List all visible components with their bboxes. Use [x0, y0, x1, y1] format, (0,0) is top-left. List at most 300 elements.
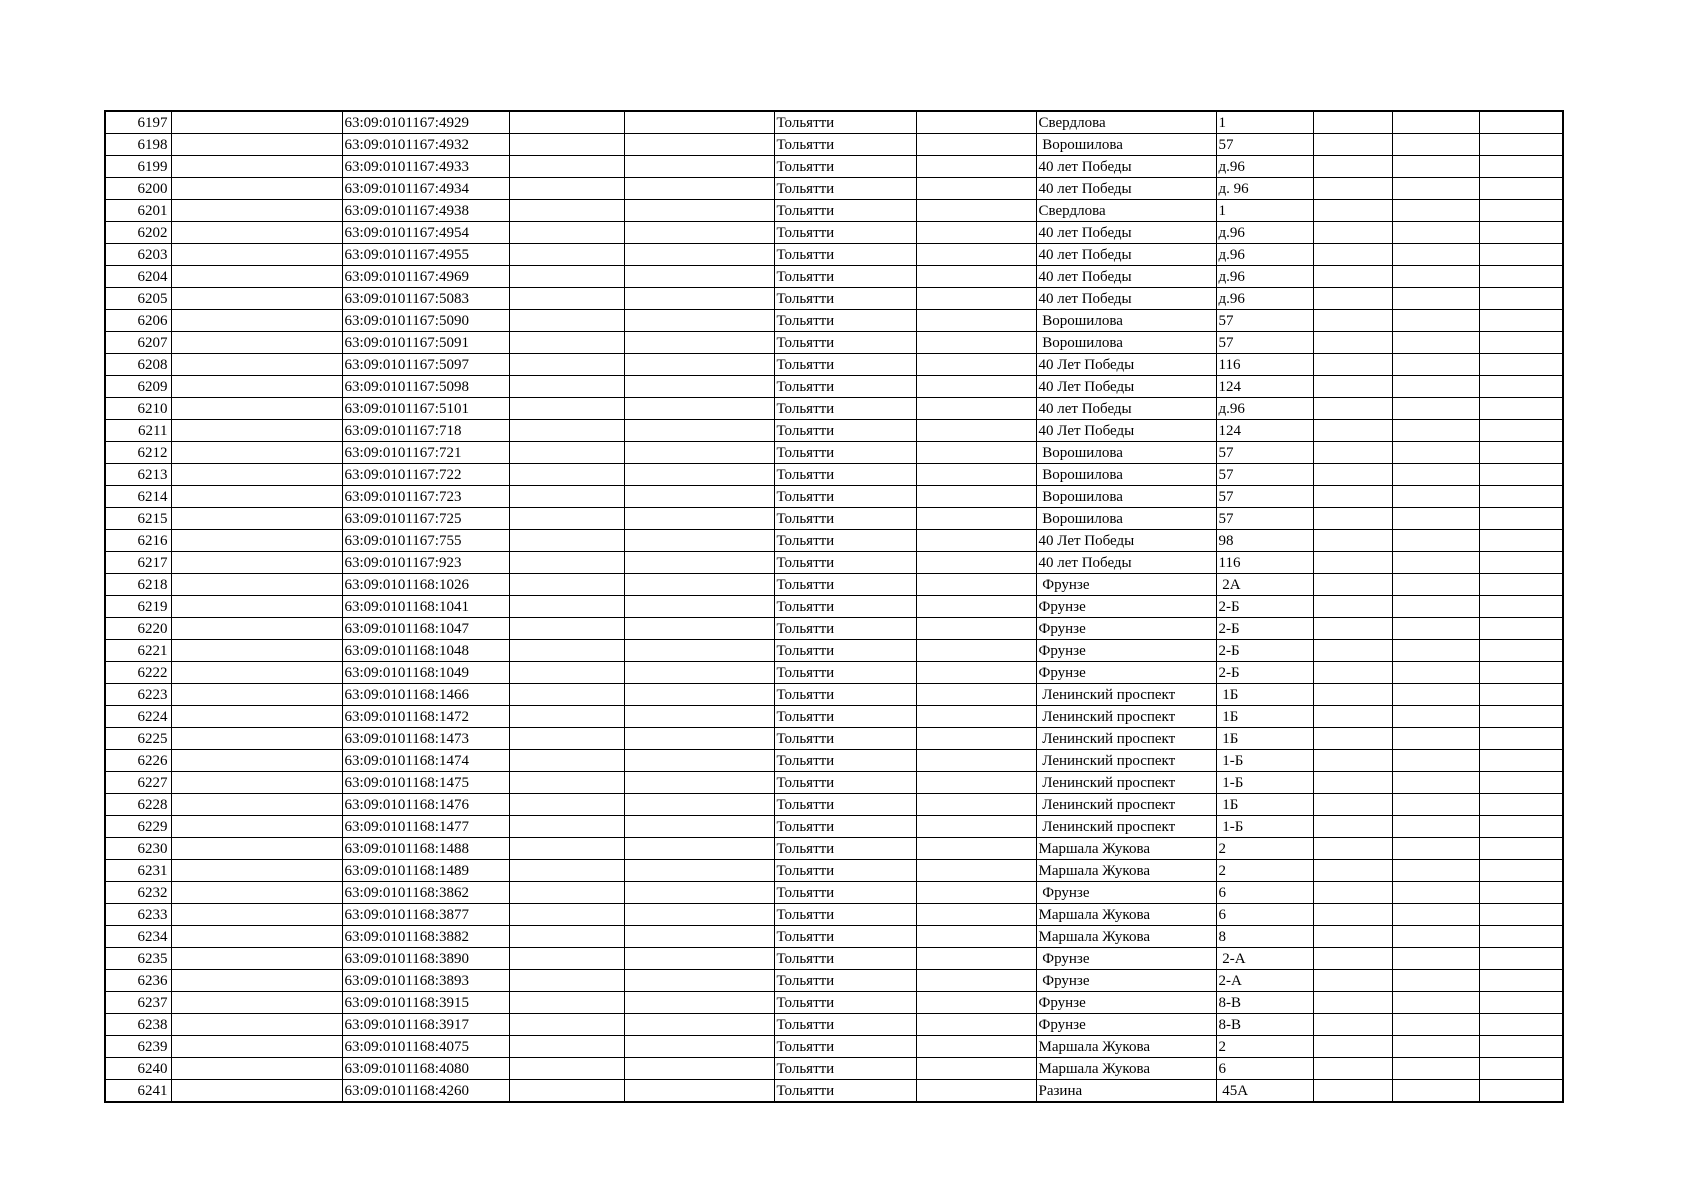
empty-cell [171, 464, 342, 486]
table-row [105, 838, 1563, 860]
empty-cell [1313, 552, 1392, 574]
house-cell: 8 [1216, 926, 1313, 948]
street-cell: 40 лет Победы [1036, 222, 1216, 244]
empty-cell [509, 552, 624, 574]
cadastral-number-cell: 63:09:0101167:4932 [342, 134, 509, 156]
empty-cell [1479, 772, 1563, 794]
cadastral-number-cell: 63:09:0101167:5090 [342, 310, 509, 332]
empty-cell [509, 398, 624, 420]
empty-cell [624, 111, 774, 134]
empty-cell [624, 288, 774, 310]
empty-cell [916, 1058, 1036, 1080]
empty-cell [509, 464, 624, 486]
row-number-cell: 6211 [105, 420, 171, 442]
empty-cell [509, 904, 624, 926]
table-row [105, 244, 1563, 266]
street-cell: Ворошилова [1036, 464, 1216, 486]
street-cell: Ленинский проспект [1036, 684, 1216, 706]
cadastral-number-cell: 63:09:0101168:1466 [342, 684, 509, 706]
city-cell: Тольятти [774, 816, 916, 838]
empty-cell [171, 486, 342, 508]
empty-cell [624, 1080, 774, 1103]
empty-cell [509, 178, 624, 200]
empty-cell [1479, 794, 1563, 816]
empty-cell [1479, 178, 1563, 200]
empty-cell [624, 376, 774, 398]
table-row [105, 398, 1563, 420]
empty-cell [1392, 178, 1479, 200]
empty-cell [916, 662, 1036, 684]
house-cell: 8-В [1216, 992, 1313, 1014]
row-number-cell: 6239 [105, 1036, 171, 1058]
empty-cell [1392, 354, 1479, 376]
city-cell: Тольятти [774, 662, 916, 684]
street-cell: Ленинский проспект [1036, 728, 1216, 750]
empty-cell [509, 134, 624, 156]
empty-cell [171, 134, 342, 156]
table-row [105, 1058, 1563, 1080]
empty-cell [171, 332, 342, 354]
empty-cell [1313, 882, 1392, 904]
row-number-cell: 6228 [105, 794, 171, 816]
house-cell: 2-Б [1216, 662, 1313, 684]
row-number-cell: 6207 [105, 332, 171, 354]
empty-cell [509, 354, 624, 376]
cadastral-number-cell: 63:09:0101167:722 [342, 464, 509, 486]
table-row [105, 134, 1563, 156]
empty-cell [1479, 1058, 1563, 1080]
row-number-cell: 6217 [105, 552, 171, 574]
empty-cell [171, 750, 342, 772]
row-number-cell: 6200 [105, 178, 171, 200]
house-cell: 6 [1216, 904, 1313, 926]
empty-cell [916, 354, 1036, 376]
empty-cell [916, 640, 1036, 662]
house-cell: 116 [1216, 354, 1313, 376]
empty-cell [1313, 530, 1392, 552]
house-cell: 2-Б [1216, 596, 1313, 618]
empty-cell [1479, 750, 1563, 772]
table-row [105, 1014, 1563, 1036]
row-number-cell: 6222 [105, 662, 171, 684]
empty-cell [1392, 794, 1479, 816]
cadastral-number-cell: 63:09:0101168:3862 [342, 882, 509, 904]
street-cell: 40 лет Победы [1036, 552, 1216, 574]
table-row [105, 574, 1563, 596]
empty-cell [1392, 684, 1479, 706]
empty-cell [509, 222, 624, 244]
empty-cell [1313, 200, 1392, 222]
empty-cell [1313, 816, 1392, 838]
empty-cell [509, 442, 624, 464]
empty-cell [1392, 222, 1479, 244]
empty-cell [171, 596, 342, 618]
city-cell: Тольятти [774, 926, 916, 948]
cadastral-number-cell: 63:09:0101167:755 [342, 530, 509, 552]
empty-cell [171, 816, 342, 838]
empty-cell [1479, 376, 1563, 398]
empty-cell [624, 684, 774, 706]
row-number-cell: 6203 [105, 244, 171, 266]
empty-cell [171, 838, 342, 860]
house-cell: д. 96 [1216, 178, 1313, 200]
empty-cell [509, 310, 624, 332]
city-cell: Тольятти [774, 332, 916, 354]
empty-cell [1392, 948, 1479, 970]
empty-cell [171, 552, 342, 574]
table-row [105, 332, 1563, 354]
empty-cell [624, 750, 774, 772]
empty-cell [916, 552, 1036, 574]
empty-cell [1479, 354, 1563, 376]
empty-cell [916, 684, 1036, 706]
empty-cell [916, 970, 1036, 992]
empty-cell [624, 640, 774, 662]
empty-cell [1479, 596, 1563, 618]
empty-cell [171, 310, 342, 332]
house-cell: 57 [1216, 508, 1313, 530]
street-cell: Фрунзе [1036, 662, 1216, 684]
street-cell: Маршала Жукова [1036, 926, 1216, 948]
empty-cell [1392, 200, 1479, 222]
row-number-cell: 6241 [105, 1080, 171, 1103]
street-cell: Ленинский проспект [1036, 772, 1216, 794]
empty-cell [1479, 530, 1563, 552]
house-cell: 57 [1216, 464, 1313, 486]
empty-cell [1392, 1080, 1479, 1103]
street-cell: Свердлова [1036, 200, 1216, 222]
street-cell: Фрунзе [1036, 618, 1216, 640]
street-cell: Ворошилова [1036, 310, 1216, 332]
empty-cell [624, 530, 774, 552]
empty-cell [916, 904, 1036, 926]
empty-cell [1313, 222, 1392, 244]
empty-cell [624, 442, 774, 464]
table-row [105, 662, 1563, 684]
empty-cell [916, 838, 1036, 860]
empty-cell [1479, 904, 1563, 926]
empty-cell [624, 310, 774, 332]
table-row [105, 992, 1563, 1014]
empty-cell [1313, 1036, 1392, 1058]
empty-cell [1392, 134, 1479, 156]
table-row [105, 552, 1563, 574]
table-row [105, 508, 1563, 530]
empty-cell [1313, 464, 1392, 486]
table-row [105, 200, 1563, 222]
empty-cell [171, 904, 342, 926]
empty-cell [171, 574, 342, 596]
empty-cell [509, 706, 624, 728]
empty-cell [1392, 926, 1479, 948]
street-cell: 40 лет Победы [1036, 244, 1216, 266]
city-cell: Тольятти [774, 266, 916, 288]
house-cell: 6 [1216, 882, 1313, 904]
table-row [105, 728, 1563, 750]
empty-cell [624, 904, 774, 926]
empty-cell [1313, 288, 1392, 310]
empty-cell [916, 332, 1036, 354]
table-row [105, 222, 1563, 244]
empty-cell [509, 750, 624, 772]
cadastral-number-cell: 63:09:0101168:3890 [342, 948, 509, 970]
row-number-cell: 6198 [105, 134, 171, 156]
empty-cell [1392, 860, 1479, 882]
empty-cell [1479, 266, 1563, 288]
empty-cell [1313, 376, 1392, 398]
table-row [105, 442, 1563, 464]
empty-cell [1313, 574, 1392, 596]
empty-cell [1392, 111, 1479, 134]
empty-cell [509, 574, 624, 596]
empty-cell [916, 420, 1036, 442]
street-cell: Ворошилова [1036, 332, 1216, 354]
house-cell: 2А [1216, 574, 1313, 596]
empty-cell [509, 1014, 624, 1036]
city-cell: Тольятти [774, 904, 916, 926]
empty-cell [916, 1080, 1036, 1103]
table-row [105, 288, 1563, 310]
empty-cell [1392, 618, 1479, 640]
empty-cell [1313, 706, 1392, 728]
empty-cell [624, 992, 774, 1014]
cadastral-number-cell: 63:09:0101168:1026 [342, 574, 509, 596]
city-cell: Тольятти [774, 354, 916, 376]
empty-cell [1479, 552, 1563, 574]
empty-cell [1313, 420, 1392, 442]
table-row [105, 156, 1563, 178]
cadastral-number-cell: 63:09:0101168:1473 [342, 728, 509, 750]
empty-cell [1313, 904, 1392, 926]
row-number-cell: 6236 [105, 970, 171, 992]
empty-cell [1479, 288, 1563, 310]
city-cell: Тольятти [774, 530, 916, 552]
cadastral-table [104, 110, 1564, 1103]
empty-cell [171, 1080, 342, 1103]
street-cell: Ленинский проспект [1036, 794, 1216, 816]
house-cell: 116 [1216, 552, 1313, 574]
table-row [105, 530, 1563, 552]
empty-cell [1392, 970, 1479, 992]
row-number-cell: 6229 [105, 816, 171, 838]
empty-cell [916, 244, 1036, 266]
row-number-cell: 6233 [105, 904, 171, 926]
empty-cell [509, 530, 624, 552]
house-cell: д.96 [1216, 244, 1313, 266]
cadastral-number-cell: 63:09:0101167:4929 [342, 111, 509, 134]
empty-cell [1313, 508, 1392, 530]
empty-cell [624, 332, 774, 354]
empty-cell [916, 926, 1036, 948]
empty-cell [916, 618, 1036, 640]
empty-cell [1313, 926, 1392, 948]
city-cell: Тольятти [774, 574, 916, 596]
table-row [105, 904, 1563, 926]
empty-cell [171, 794, 342, 816]
empty-cell [509, 111, 624, 134]
house-cell: д.96 [1216, 222, 1313, 244]
empty-cell [171, 640, 342, 662]
empty-cell [624, 156, 774, 178]
empty-cell [1479, 464, 1563, 486]
street-cell: 40 лет Победы [1036, 178, 1216, 200]
empty-cell [509, 794, 624, 816]
street-cell: Ворошилова [1036, 134, 1216, 156]
table-row [105, 376, 1563, 398]
house-cell: д.96 [1216, 288, 1313, 310]
city-cell: Тольятти [774, 442, 916, 464]
empty-cell [171, 442, 342, 464]
city-cell: Тольятти [774, 464, 916, 486]
table-row [105, 596, 1563, 618]
empty-cell [509, 772, 624, 794]
house-cell: 2 [1216, 1036, 1313, 1058]
street-cell: Фрунзе [1036, 970, 1216, 992]
empty-cell [1392, 772, 1479, 794]
empty-cell [916, 178, 1036, 200]
row-number-cell: 6224 [105, 706, 171, 728]
empty-cell [1313, 111, 1392, 134]
row-number-cell: 6219 [105, 596, 171, 618]
empty-cell [171, 530, 342, 552]
cadastral-number-cell: 63:09:0101168:3877 [342, 904, 509, 926]
empty-cell [171, 244, 342, 266]
empty-cell [509, 728, 624, 750]
street-cell: Ворошилова [1036, 486, 1216, 508]
cadastral-number-cell: 63:09:0101167:4934 [342, 178, 509, 200]
empty-cell [171, 354, 342, 376]
house-cell: 1-Б [1216, 750, 1313, 772]
empty-cell [916, 398, 1036, 420]
city-cell: Тольятти [774, 1080, 916, 1103]
empty-cell [1392, 1036, 1479, 1058]
table-row [105, 926, 1563, 948]
empty-cell [1392, 266, 1479, 288]
empty-cell [509, 882, 624, 904]
street-cell: Ленинский проспект [1036, 706, 1216, 728]
empty-cell [1313, 662, 1392, 684]
empty-cell [1392, 1014, 1479, 1036]
empty-cell [171, 288, 342, 310]
house-cell: 57 [1216, 442, 1313, 464]
street-cell: 40 Лет Победы [1036, 354, 1216, 376]
empty-cell [1479, 882, 1563, 904]
city-cell: Тольятти [774, 222, 916, 244]
empty-cell [1392, 838, 1479, 860]
cadastral-number-cell: 63:09:0101168:1477 [342, 816, 509, 838]
table-row [105, 486, 1563, 508]
empty-cell [916, 486, 1036, 508]
empty-cell [1392, 750, 1479, 772]
empty-cell [1313, 332, 1392, 354]
city-cell: Тольятти [774, 200, 916, 222]
empty-cell [624, 508, 774, 530]
empty-cell [1313, 1058, 1392, 1080]
empty-cell [1392, 332, 1479, 354]
table-row [105, 640, 1563, 662]
empty-cell [1392, 156, 1479, 178]
cadastral-number-cell: 63:09:0101168:1474 [342, 750, 509, 772]
house-cell: 1-Б [1216, 772, 1313, 794]
empty-cell [916, 574, 1036, 596]
city-cell: Тольятти [774, 970, 916, 992]
row-number-cell: 6212 [105, 442, 171, 464]
empty-cell [624, 354, 774, 376]
street-cell: Ленинский проспект [1036, 750, 1216, 772]
empty-cell [1479, 684, 1563, 706]
empty-cell [1392, 398, 1479, 420]
row-number-cell: 6232 [105, 882, 171, 904]
cadastral-number-cell: 63:09:0101168:3882 [342, 926, 509, 948]
table-row [105, 178, 1563, 200]
empty-cell [1392, 552, 1479, 574]
empty-cell [1479, 134, 1563, 156]
house-cell: 2 [1216, 860, 1313, 882]
empty-cell [1392, 420, 1479, 442]
empty-cell [509, 420, 624, 442]
empty-cell [1313, 596, 1392, 618]
city-cell: Тольятти [774, 134, 916, 156]
city-cell: Тольятти [774, 596, 916, 618]
cadastral-number-cell: 63:09:0101168:3915 [342, 992, 509, 1014]
row-number-cell: 6199 [105, 156, 171, 178]
city-cell: Тольятти [774, 948, 916, 970]
empty-cell [171, 376, 342, 398]
table-row [105, 860, 1563, 882]
street-cell: 40 лет Победы [1036, 398, 1216, 420]
empty-cell [1392, 728, 1479, 750]
empty-cell [624, 552, 774, 574]
house-cell: 1-Б [1216, 816, 1313, 838]
empty-cell [624, 134, 774, 156]
city-cell: Тольятти [774, 750, 916, 772]
empty-cell [1479, 310, 1563, 332]
row-number-cell: 6206 [105, 310, 171, 332]
row-number-cell: 6220 [105, 618, 171, 640]
empty-cell [916, 288, 1036, 310]
empty-cell [916, 772, 1036, 794]
empty-cell [624, 178, 774, 200]
table-row [105, 1036, 1563, 1058]
empty-cell [509, 596, 624, 618]
city-cell: Тольятти [774, 508, 916, 530]
cadastral-number-cell: 63:09:0101167:4938 [342, 200, 509, 222]
row-number-cell: 6204 [105, 266, 171, 288]
empty-cell [916, 222, 1036, 244]
empty-cell [624, 464, 774, 486]
empty-cell [1313, 618, 1392, 640]
empty-cell [1479, 992, 1563, 1014]
street-cell: Фрунзе [1036, 640, 1216, 662]
street-cell: Фрунзе [1036, 1014, 1216, 1036]
row-number-cell: 6208 [105, 354, 171, 376]
street-cell: Фрунзе [1036, 992, 1216, 1014]
house-cell: 45А [1216, 1080, 1313, 1103]
empty-cell [1392, 310, 1479, 332]
table-row [105, 794, 1563, 816]
empty-cell [916, 860, 1036, 882]
row-number-cell: 6237 [105, 992, 171, 1014]
city-cell: Тольятти [774, 111, 916, 134]
row-number-cell: 6209 [105, 376, 171, 398]
street-cell: 40 лет Победы [1036, 266, 1216, 288]
street-cell: Фрунзе [1036, 882, 1216, 904]
table-row [105, 970, 1563, 992]
empty-cell [509, 266, 624, 288]
house-cell: д.96 [1216, 266, 1313, 288]
house-cell: 98 [1216, 530, 1313, 552]
empty-cell [1392, 816, 1479, 838]
